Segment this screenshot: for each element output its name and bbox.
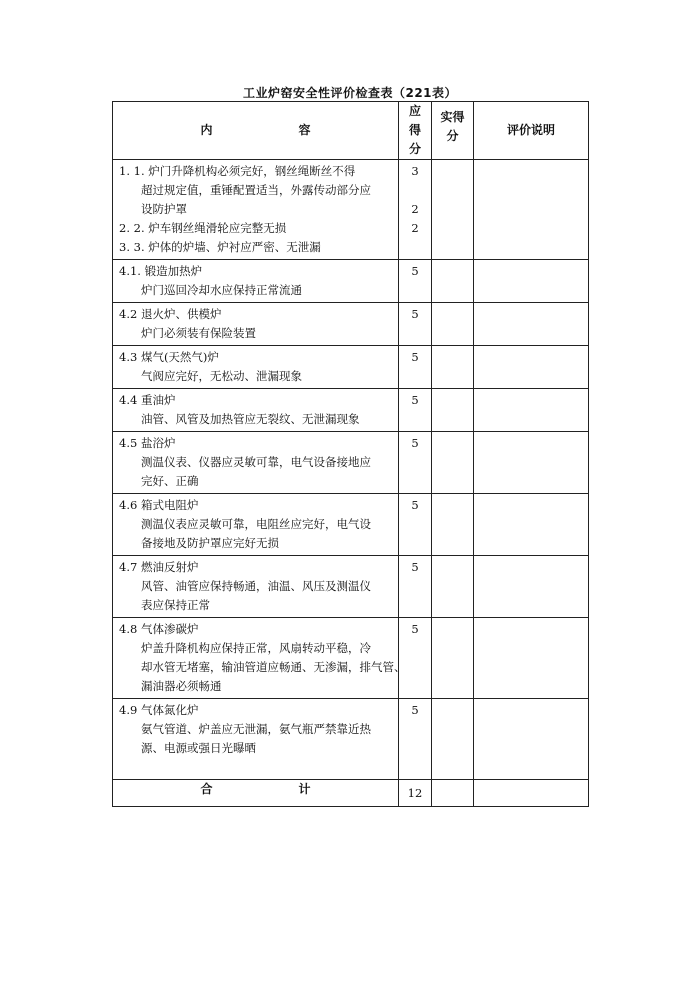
item-due-points [399,432,432,494]
due-points-value: 5 [411,393,419,407]
item-content [113,389,399,432]
due-points-value: 5 [411,350,419,364]
item-heading: 4.4 重油炉 [119,393,176,407]
item-text: 却水管无堵塞，输油管道应畅通、无渗漏，排气管、 [141,660,406,674]
table-row [113,618,589,699]
item-content [113,494,399,556]
item-heading: 4.5 盐浴炉 [119,436,176,450]
item-actual-points-cell[interactable] [432,160,474,260]
item-text: 源、电源或强日光曝晒 [141,741,256,755]
item-actual-points-cell[interactable] [432,494,474,556]
item-due-points [399,160,432,260]
item-text: 气阀应完好，无松动、泄漏现象 [141,369,302,383]
table-row [113,160,589,260]
item-content [113,556,399,618]
item-actual-points-cell[interactable] [432,389,474,432]
item-remarks-cell[interactable] [474,303,589,346]
item-heading: 4.8 气体渗碳炉 [119,622,199,636]
header-due-points-1: 应 [408,104,421,118]
due-points-value [399,181,431,200]
due-points-value: 5 [411,560,419,574]
header-actual-points-1: 实得 [440,110,465,124]
item-content [113,160,399,260]
item-text: 设防护罩 [141,202,187,216]
item-heading: 4.2 退火炉、供模炉 [119,307,222,321]
page-title: 工业炉窑安全性评价检查表（221表） [242,86,458,100]
due-points-value: 5 [411,622,419,636]
item-due-points [399,303,432,346]
table-row [113,389,589,432]
item-heading: 3. 3. 炉体的炉墙、炉衬应严密、无泄漏 [119,240,321,254]
item-heading: 1. 1. 炉门升降机构必须完好，钢丝绳断丝不得 [119,164,356,178]
item-due-points [399,556,432,618]
item-content [113,699,399,780]
item-actual-points-cell[interactable] [432,303,474,346]
item-remarks-cell[interactable] [474,494,589,556]
total-actual-points-cell[interactable] [432,780,474,807]
due-points-value [399,238,431,257]
item-text: 测温仪表应灵敏可靠，电阻丝应完好，电气设 [141,517,371,531]
header-content-char-2: 容 [298,123,311,137]
item-heading: 4.1. 锻造加热炉 [119,264,203,278]
item-text: 炉门必须装有保险装置 [141,326,256,340]
item-heading: 4.6 箱式电阻炉 [119,498,199,512]
total-points: 12 [399,780,432,807]
inspection-table [112,101,589,807]
due-points-value: 5 [411,264,419,278]
total-remarks-cell[interactable] [474,780,589,807]
header-actual-points-2: 分 [446,129,459,143]
item-text: 炉门巡回冷却水应保持正常流通 [141,283,302,297]
due-points-value: 2 [411,221,419,235]
item-due-points [399,494,432,556]
header-remarks: 评价说明 [474,102,589,160]
item-text: 炉盖升降机构应保持正常，风扇转动平稳，冷 [141,641,371,655]
item-actual-points-cell[interactable] [432,699,474,780]
header-content-char-1: 内 [200,123,213,137]
item-heading: 4.7 燃油反射炉 [119,560,199,574]
item-actual-points-cell[interactable] [432,432,474,494]
item-text [119,758,394,777]
item-content [113,346,399,389]
table-row [113,494,589,556]
item-remarks-cell[interactable] [474,346,589,389]
item-text: 备接地及防护罩应完好无损 [141,536,279,550]
item-actual-points-cell[interactable] [432,260,474,303]
item-remarks-cell[interactable] [474,260,589,303]
header-due-points [399,102,432,160]
due-points-value: 5 [411,307,419,321]
item-text: 完好、正确 [141,474,199,488]
item-text: 风管、油管应保持畅通，油温、风压及测温仪 [141,579,371,593]
item-due-points [399,260,432,303]
item-content [113,618,406,699]
item-due-points [399,389,432,432]
total-label [113,780,399,807]
table-row [113,260,589,303]
item-text: 漏油器必须畅通 [141,679,222,693]
item-heading: 4.9 气体氮化炉 [119,703,199,717]
due-points-value: 2 [411,202,419,216]
table-row [113,303,589,346]
item-heading: 4.3 煤气(天然气)炉 [119,350,219,364]
total-label-char-1: 合 [200,782,213,796]
due-points-value: 5 [411,436,419,450]
item-remarks-cell[interactable] [474,160,589,260]
item-content [113,303,399,346]
item-actual-points-cell[interactable] [432,618,474,699]
header-due-points-3: 分 [408,142,421,156]
item-text: 测温仪表、仪器应灵敏可靠，电气设备接地应 [141,455,371,469]
item-remarks-cell[interactable] [474,699,589,780]
item-content [113,260,399,303]
item-text: 氨气管道、炉盖应无泄漏，氨气瓶严禁靠近热 [141,722,371,736]
due-points-value: 5 [411,498,419,512]
table-header-row [113,102,589,160]
item-heading: 2. 2. 炉车钢丝绳滑轮应完整无损 [119,221,287,235]
item-remarks-cell[interactable] [474,618,589,699]
item-due-points [399,699,432,780]
table-row [113,432,589,494]
total-row [113,780,589,807]
header-actual-points [432,102,474,160]
due-points-value: 5 [411,703,419,717]
header-content [113,102,399,160]
item-actual-points-cell[interactable] [432,346,474,389]
total-label-char-2: 计 [298,782,311,796]
item-actual-points-cell[interactable] [432,556,474,618]
item-remarks-cell[interactable] [474,389,589,432]
due-points-value: 3 [411,164,419,178]
table-row [113,346,589,389]
item-text: 油管、风管及加热管应无裂纹、无泄漏现象 [141,412,360,426]
item-text: 超过规定值，重锤配置适当，外露传动部分应 [141,183,371,197]
item-remarks-cell[interactable] [474,432,589,494]
item-content [113,432,399,494]
item-text: 表应保持正常 [141,598,210,612]
item-due-points [399,346,432,389]
item-remarks-cell[interactable] [474,556,589,618]
header-due-points-2: 得 [408,123,421,137]
table-row [113,556,589,618]
table-row [113,699,589,780]
